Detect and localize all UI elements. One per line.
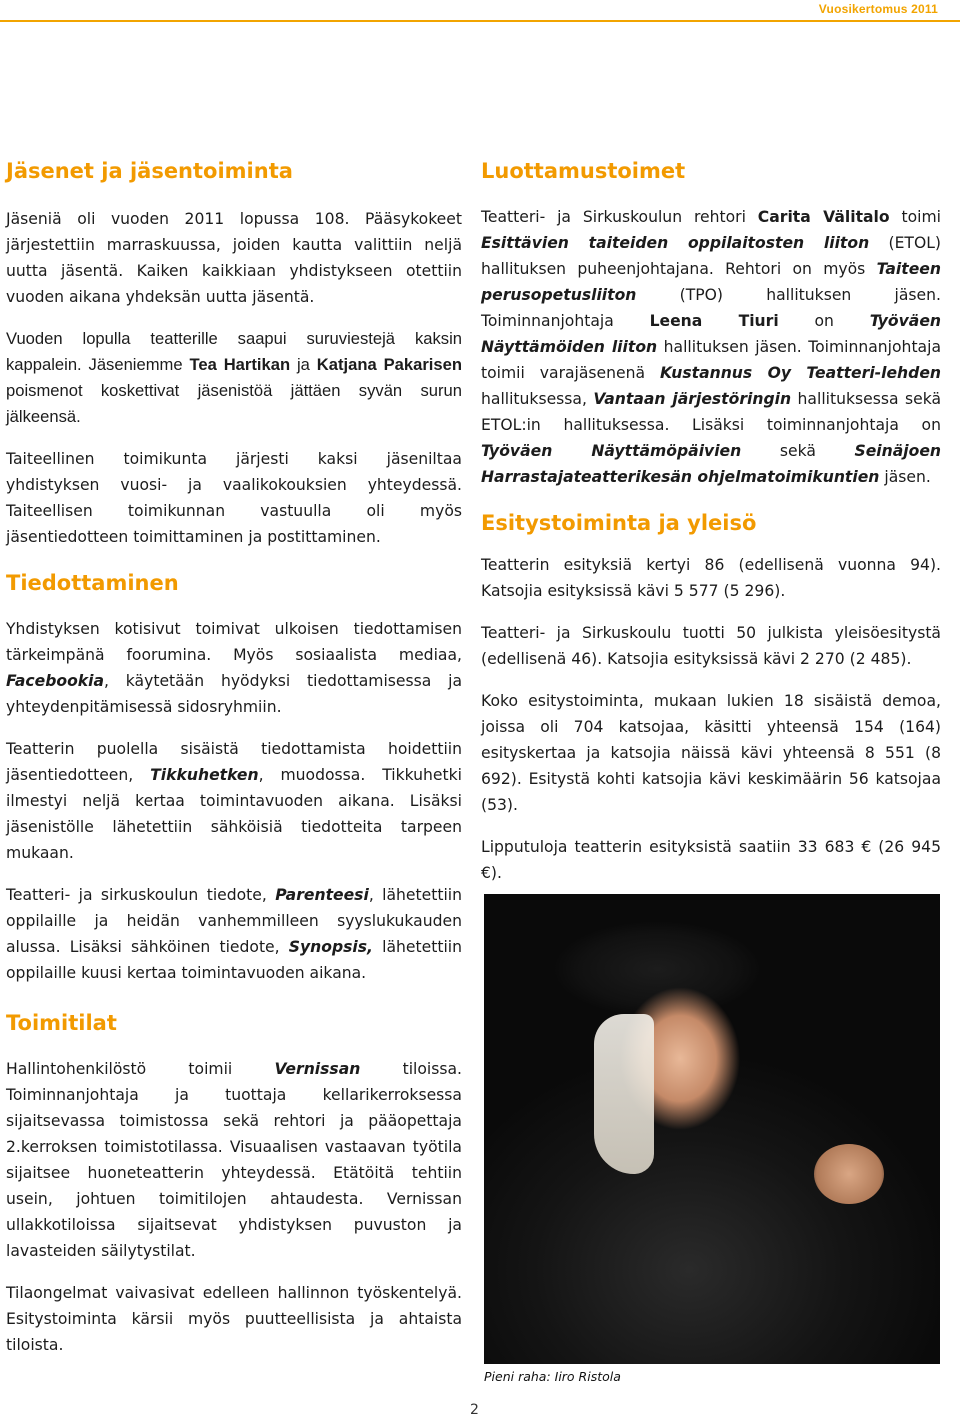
toimitilat-paragraph-1 [6,1056,462,1264]
jasenet-paragraph-2 [6,326,462,430]
text-run: sekä [741,442,855,460]
report-title: Vuosikertomus 2011 [818,2,938,16]
heading-esitystoiminta: Esitystoiminta ja yleisö [481,511,757,535]
facebook-mention: Facebookia [6,672,105,690]
esitys-paragraph-1: Teatterin esityksiä kertyi 86 (edellisenä vuonna 94). Katsojia esityksissä kävi 5 577 (5 296). [481,556,941,600]
text-run: hallituksessa, [481,390,594,408]
tiedottaminen-paragraph-2 [6,736,462,866]
tiedottaminen-paragraph-1 [6,616,462,720]
text-run: hallituksen jäsen. Toiminnanjohtaja toimii varajäsenenä [481,338,941,382]
text-run: Teatterin puolella sisäistä tiedottamista hoidettiin jäsentiedotteen, [6,740,462,784]
esitys-paragraph-2: Teatteri- ja Sirkuskoulu tuotti 50 julkista yleisöesitystä (edellisenä 46). Katsojia esityksissä kävi 2 270 (2 485). [481,624,941,668]
text-run: poismenot koskettivat jäsenistöä jättäen syvän surun jälkeensä. [6,381,462,426]
esitys-paragraph-3: Koko esitystoiminta, mukaan lukien 18 sisäistä demoa, joissa oli 704 katsojaa, käsitti yhteensä 154 (164) esityskertaa ja katsojia näissä kävi yhteensä 8 551 (8 692). Esitystä kohti katsojia kävi keskimäärin 56 katsojaa (53). [481,692,941,814]
organization-name: Seinäjoen Harrastajateatterikesän ohjelmatoimikuntien [481,442,941,486]
text-run: tiloissa. Toiminnanjohtaja ja tuottaja kellarikerroksessa sijaitsevassa toimistossa sekä rehtori ja pääopettaja 2.kerroksen toimistotilassa. Visuaalisen vastaavan työtila sijaitsee huoneteatterin yhteydessä. Etätöitä tehtiin usein, johtuen toimitilojen ahtaudesta. Vernissan ullakkotiloissa sijaitsevat yhdistyksen puvuston ja lavasteiden säilytystilat. [6,1060,462,1260]
text-run: Vuoden lopulla teatterille saapui suruviestejä kaksin kappalein. Jäseniemme [6,329,462,374]
photo-hair-detail [594,1014,654,1174]
performance-photo [484,894,940,1364]
left-column [6,158,462,1358]
heading-jasenet: Jäsenet ja jäsentoiminta [6,159,293,183]
text-run: , muodossa. Tikkuhetki ilmestyi neljä kertaa toimintavuoden aikana. Lisäksi jäsenistölle lähetettiin sähköisiä tiedotteita tarpeen mukaan. [6,766,462,862]
jasenet-paragraph-3: Taiteellinen toimikunta järjesti kaksi jäseniltaa yhdistyksen vuosi- ja vaalikokouksien yhteydessä. Taiteellisen toimikunnan vastuulla oli myös jäsentiedotteen toimittaminen ja postittaminen. [6,450,462,546]
vernissa-mention: Vernissan [274,1060,361,1078]
organization-name: Kustannus Oy Teatteri-lehden [660,364,941,382]
tikkuhetki-mention: Tikkuhetken [150,766,259,784]
text-run: ja [290,355,317,374]
page-number: 2 [470,1402,479,1418]
header-bar [0,0,960,20]
text-run: Hallintohenkilöstö toimii [6,1060,275,1078]
person-name: Leena Tiuri [649,312,779,330]
person-name: Tea Hartikan [189,355,291,374]
header-rule [0,20,960,22]
heading-luottamustoimet: Luottamustoimet [481,159,686,183]
heading-tiedottaminen: Tiedottaminen [6,571,179,595]
text-run: hallituksessa sekä ETOL:in hallituksessa. Lisäksi toiminnanjohtaja on [481,390,942,434]
organization-name: Työväen Näyttämöpäivien [481,442,742,460]
text-run: (ETOL) hallituksen puheenjohtajana. Rehtori on myös [481,234,941,278]
text-run: (TPO) hallituksen jäsen. Toiminnanjohtaja [481,286,941,330]
text-run: on [778,312,870,330]
organization-name: Vantaan järjestöringin [593,390,792,408]
person-name: Katjana Pakarisen [316,355,463,374]
text-run: jäsen. [879,468,931,486]
parenteesi-mention: Parenteesi [275,886,369,904]
synopsis-mention: Synopsis, [288,938,373,956]
heading-toimitilat: Toimitilat [6,1011,117,1035]
right-column [481,158,941,886]
luottamus-paragraph [481,204,941,490]
text-run: lähetettiin oppilaille kuusi kertaa toimintavuoden aikana. [6,938,462,982]
photo-caption: Pieni raha: Iiro Ristola [484,1369,621,1384]
jasenet-paragraph-1: Jäseniä oli vuoden 2011 lopussa 108. Pääsykokeet järjestettiin marraskuussa, joiden kautta valittiin neljä uutta jäsentä. Kaiken kaikkiaan yhdistykseen otettiin vuoden aikana yhdeksän uutta jäsentä. [6,210,462,306]
organization-name: Työväen Näyttämöiden liiton [481,312,942,356]
text-run: Yhdistyksen kotisivut toimivat ulkoisen tiedottamisen tärkeimpänä foorumina. Myös sosiaalista mediaa, [6,620,462,664]
toimitilat-paragraph-2: Tilaongelmat vaivasivat edelleen hallinnon työskentelyä. Esitystoiminta kärsii myös puutteellisista ja ahtaista tiloista. [6,1284,462,1354]
photo-hand-detail [814,1144,884,1204]
organization-name: Taiteen perusopetusliiton [481,260,941,304]
organization-name: Esittävien taiteiden oppilaitosten liiton [481,234,870,252]
person-name: Carita Välitalo [757,208,890,226]
esitys-paragraph-4: Lipputuloja teatterin esityksistä saatiin 33 683 € (26 945 €). [481,838,941,882]
text-run: Teatteri- ja Sirkuskoulun rehtori [481,208,758,226]
text-run: , lähetettiin oppilaille ja heidän vanhemmilleen syyslukukauden alussa. Lisäksi sähköinen tiedote, [6,886,463,956]
text-run: Teatteri- ja sirkuskoulun tiedote, [6,886,276,904]
text-run: , käytetään hyödyksi tiedottamisessa ja yhteydenpitämisessä sidosryhmiin. [6,672,462,716]
tiedottaminen-paragraph-3 [6,882,462,986]
text-run: toimi [889,208,942,226]
